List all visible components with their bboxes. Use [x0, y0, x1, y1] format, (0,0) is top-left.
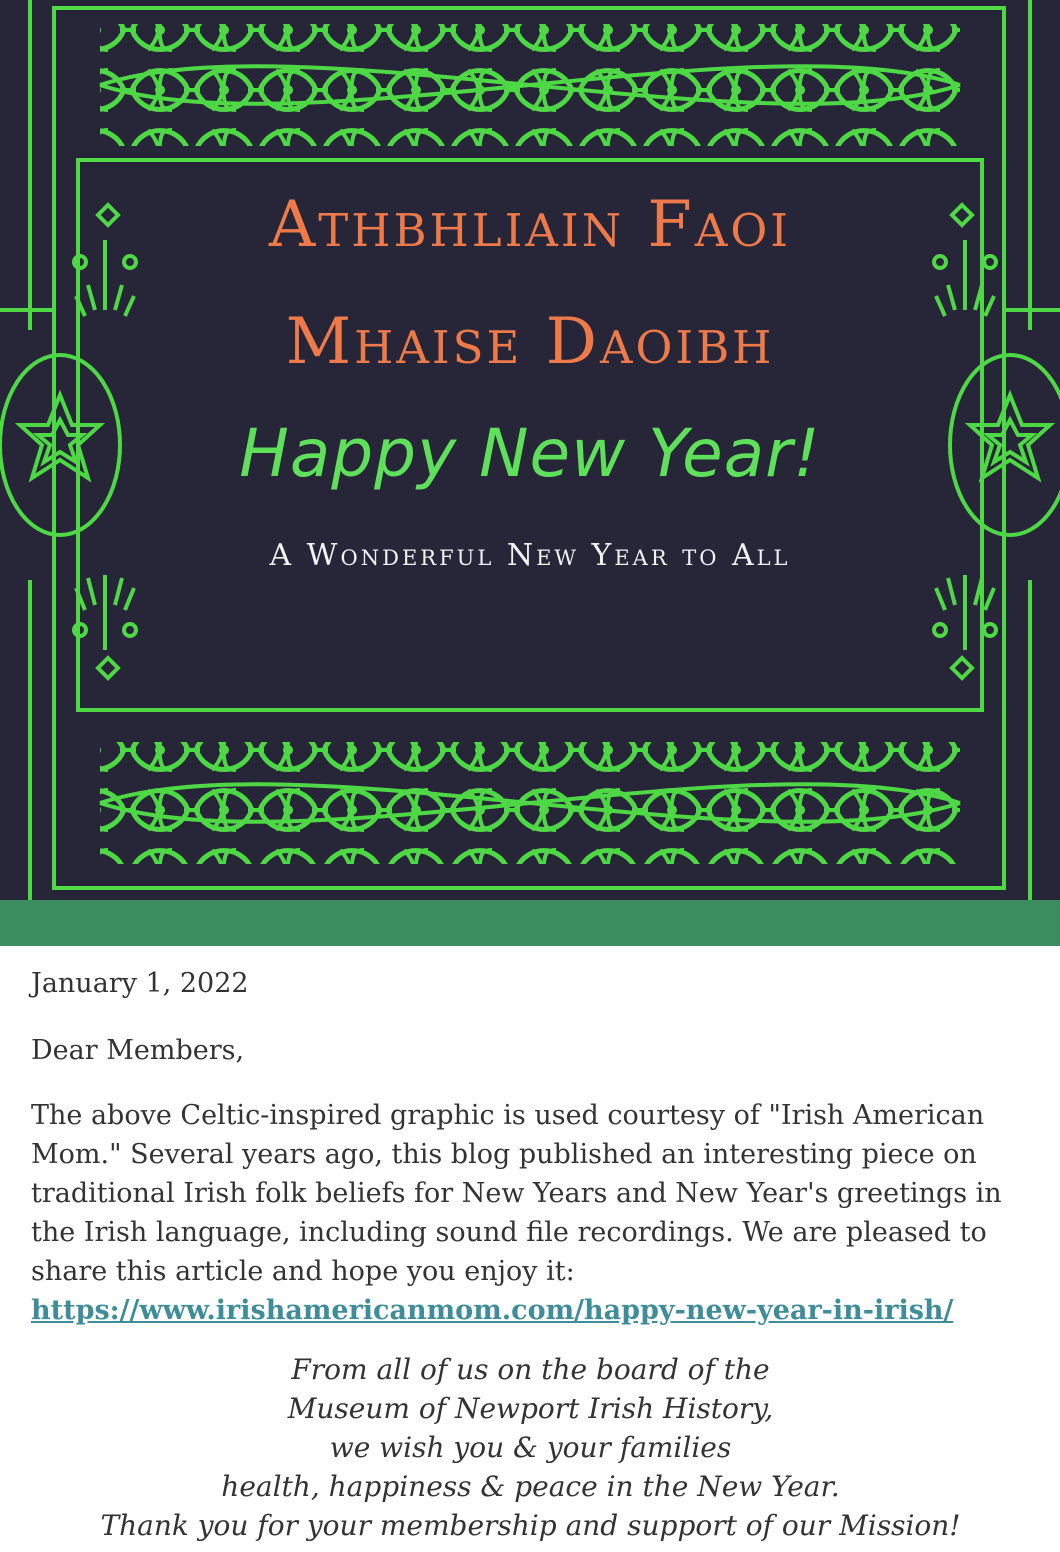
- letter-date: January 1, 2022: [31, 968, 249, 999]
- letter-closing: [31, 1350, 1030, 1545]
- letter-body: [31, 1096, 1030, 1330]
- irish-greeting-line-1: Athbhliain Faoi: [268, 188, 791, 262]
- irish-greeting-line-2: Mhaise Daoibh: [285, 305, 775, 379]
- letter-content: [0, 946, 1060, 1545]
- closing-line-4: health, happiness & peace in the New Year.: [221, 1470, 840, 1503]
- letter-body-text: The above Celtic-inspired graphic is used courtesy of "Irish American Mom." Several years ago, this blog published an interesting piece on traditional Irish folk beliefs for New Years and New Year's greetings in the Irish language, including sound file recordings. We are pleased to share this article and hope you enjoy it:: [31, 1100, 1002, 1287]
- letter-salutation: Dear Members,: [31, 1035, 245, 1066]
- closing-line-2: Museum of Newport Irish History,: [287, 1392, 774, 1425]
- green-divider-bar: [0, 900, 1060, 946]
- happy-new-year-heading: Happy New Year!: [239, 415, 821, 492]
- closing-line-5: Thank you for your membership and support of our Mission!: [100, 1509, 961, 1542]
- closing-line-1: From all of us on the board of the: [291, 1353, 770, 1386]
- closing-line-3: we wish you & your families: [329, 1431, 732, 1464]
- article-link[interactable]: https://www.irishamericanmom.com/happy-new-year-in-irish/: [31, 1295, 954, 1326]
- banner-subtitle: A Wonderful New Year to All: [269, 538, 791, 573]
